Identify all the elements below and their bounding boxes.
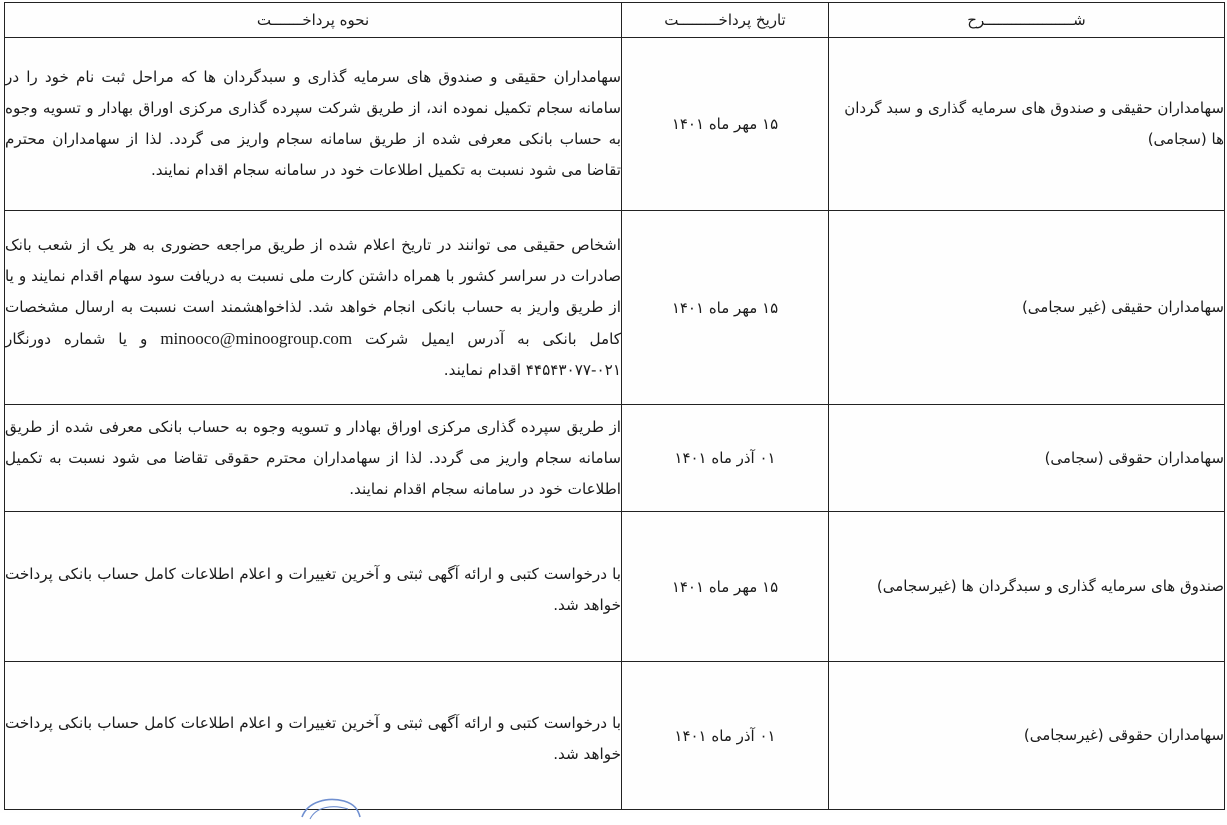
company-stamp-fragment xyxy=(298,795,362,825)
header-description: شــــــــــــــــــــرح xyxy=(829,3,1225,38)
row-payment-date: ۱۵ مهر ماه ۱۴۰۱ xyxy=(622,512,829,662)
row-payment-date: ۱۵ مهر ماه ۱۴۰۱ xyxy=(622,211,829,405)
row-payment-method: از طریق سپرده گذاری مرکزی اوراق بهادار و تسویه وجوه به حساب بانکی معرفی شده از طریق سامانه سجام واریز می گردد. لذا از سهامداران محترم حقوقی تقاضا می شود نسبت به تکمیل اطلاعات خود در سامانه سجام اقدام نمایند. xyxy=(5,405,622,512)
row-description: سهامداران حقیقی و صندوق های سرمایه گذاری و سبد گردان ها (سجامی) xyxy=(829,38,1225,211)
row-description: صندوق های سرمایه گذاری و سبدگردان ها (غیرسجامی) xyxy=(829,512,1225,662)
table-row xyxy=(5,512,1225,662)
row-payment-date: ۱۵ مهر ماه ۱۴۰۱ xyxy=(622,38,829,211)
row-description: سهامداران حقیقی (غیر سجامی) xyxy=(829,211,1225,405)
table-row xyxy=(5,38,1225,211)
table-row xyxy=(5,405,1225,512)
row-payment-method: سهامداران حقیقی و صندوق های سرمایه گذاری و سبدگردان ها که مراحل ثبت نام خود را در سامانه سجام تکمیل نموده اند، از طریق شرکت سپرده گذاری مرکزی اوراق بهادار و تسویه وجوه به حساب بانکی معرفی شده از طریق سامانه سجام واریز می گردد. لذا از سهامداران محترم تقاضا می شود نسبت به تکمیل اطلاعات خود در سامانه سجام اقدام نمایند. xyxy=(5,38,622,211)
row-payment-date: ۰۱ آذر ماه ۱۴۰۱ xyxy=(622,405,829,512)
method-text: اشخاص حقیقی می توانند در تاریخ اعلام شده از طریق مراجعه حضوری به هر یک از شعب بانک صادرات در سراسر کشور با همراه داشتن کارت ملی نسبت به دریافت سود سهام اقدام نمایند و یا از طریق واریز به حساب بانکی انجام خواهد شد. لذاخواهشمند است نسبت به ارسال مشخصات کامل بانکی به آدرس ایمیل شرکت xyxy=(5,235,622,348)
table-row xyxy=(5,211,1225,405)
company-email: minooco@minoogroup.com xyxy=(160,328,353,348)
method-fax-text: و یا شماره دورنگار ۰۲۱-۴۴۵۴۳۰۷۷ اقدام نمایند. xyxy=(5,329,621,379)
row-description: سهامداران حقوقی (سجامی) xyxy=(829,405,1225,512)
row-payment-method: با درخواست کتبی و ارائه آگهی ثبتی و آخرین تغییرات و اعلام اطلاعات کامل حساب بانکی پرداخت خواهد شد. xyxy=(5,512,622,662)
table-row xyxy=(5,662,1225,810)
header-payment-date: تاریخ پرداخـــــــــت xyxy=(622,3,829,38)
table-header-row xyxy=(5,3,1225,38)
row-payment-date: ۰۱ آذر ماه ۱۴۰۱ xyxy=(622,662,829,810)
row-payment-method xyxy=(5,211,622,405)
dividend-payment-table xyxy=(4,2,1225,810)
header-payment-method: نحوه پرداخـــــــت xyxy=(5,3,622,38)
row-description: سهامداران حقوقی (غیرسجامی) xyxy=(829,662,1225,810)
row-payment-method: با درخواست کتبی و ارائه آگهی ثبتی و آخرین تغییرات و اعلام اطلاعات کامل حساب بانکی پرداخت خواهد شد. xyxy=(5,662,622,810)
